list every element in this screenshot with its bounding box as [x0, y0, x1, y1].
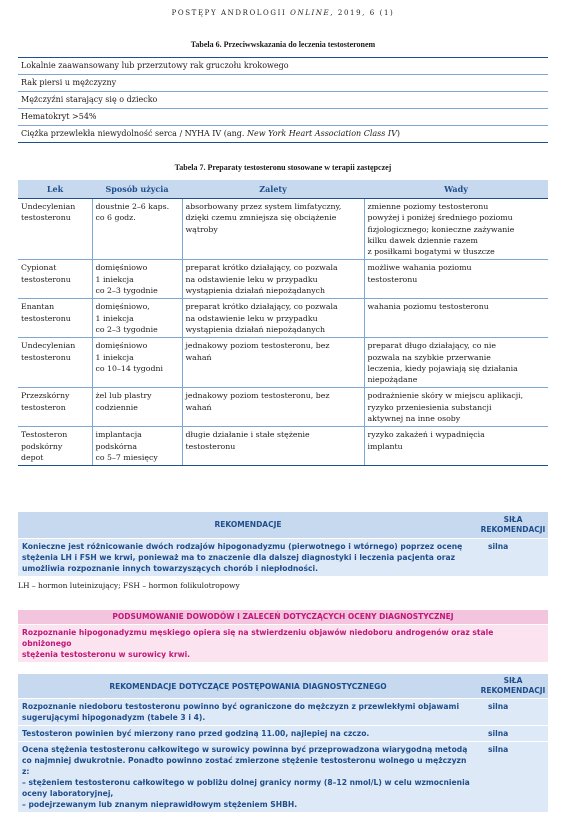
cell-line: codziennie — [95, 402, 138, 412]
cell-line: długie działanie i stałe stężenie — [185, 430, 310, 440]
table-cell-lek — [18, 199, 92, 260]
cell-line: co 5–7 miesięcy — [95, 452, 158, 462]
table-cell-wady — [364, 299, 548, 338]
table6-row — [18, 126, 548, 143]
recommendation-line: Konieczne jest różnicowanie dwóch rodzajów hipogonadyzmu (pierwotnego i wtórnego) poprzez ocenę — [22, 542, 463, 551]
cell-line: wahań — [185, 352, 212, 362]
recommendations-header — [18, 512, 548, 538]
journal-name: POSTĘPY ANDROLOGII — [171, 9, 291, 17]
summary-header: PODSUMOWANIE DOWODÓW I ZALECEŃ DOTYCZĄCYCH OCENY DIAGNOSTYCZNEJ — [18, 610, 548, 624]
cell-line: testosteronu — [21, 313, 71, 323]
summary-line: stężenia testosteronu w surowicy krwi. — [22, 650, 191, 659]
recommendation-strength: silna — [488, 729, 509, 738]
recommendation-text — [22, 744, 474, 810]
strength-header-line: SIŁA — [503, 515, 523, 524]
table7-header-row — [18, 180, 548, 199]
cell-line: preparat długo działający, co nie — [367, 341, 497, 351]
table-cell-lek — [18, 260, 92, 299]
cell-line: na odstawienie leku w przypadku — [185, 313, 318, 323]
table6-row-end: ) — [396, 129, 400, 138]
table-cell-wady — [364, 199, 548, 260]
cell-line: jednakowy poziom testosteronu, bez — [185, 391, 330, 401]
table6 — [18, 57, 548, 143]
cell-line: na odstawienie leku w przypadku — [185, 274, 318, 284]
running-header — [0, 9, 566, 17]
table6-row-italic: New York Heart Association Class IV — [247, 129, 397, 138]
table-row — [18, 388, 548, 427]
cell-line: Cypionat — [21, 263, 57, 273]
table-cell-sposob — [92, 338, 182, 388]
cell-line: domięśniowo — [95, 263, 148, 273]
cell-line: testosteron — [21, 402, 66, 412]
strength-header-line: REKOMENDACJI — [480, 686, 546, 695]
cell-line: podskórna — [95, 441, 137, 451]
col-header-wady: Wady — [364, 180, 548, 199]
recommendation-line: – podejrzewanym lub znanym nieprawidłowym stężeniem SHBH. — [22, 800, 298, 809]
recommendation-line: sugerującymi hipogonadyzm (tabele 3 i 4). — [22, 713, 206, 722]
cell-line: jednakowy poziom testosteronu, bez — [185, 341, 330, 351]
cell-line: 1 iniekcja — [95, 313, 134, 323]
recommendations-title: REKOMENDACJE — [214, 520, 282, 529]
summary-body — [18, 624, 548, 662]
cell-line: żel lub plastry — [95, 391, 152, 401]
cell-line: testosteronu — [21, 274, 71, 284]
recommendation-text — [22, 701, 474, 723]
cell-line: preparat krótko działający, co pozwala — [185, 302, 338, 312]
table-row — [18, 338, 548, 388]
table6-row: Hematokryt >54% — [18, 109, 548, 126]
table-row — [18, 427, 548, 466]
cell-line: co 6 godz. — [95, 213, 136, 223]
cell-line: powyżej i poniżej średniego poziomu — [367, 213, 513, 223]
cell-line: kilku dawek dziennie razem — [367, 235, 478, 245]
recommendation-line: Testosteron powinien być mierzony rano przed godziną 11.00, najlepiej na czczo. — [22, 729, 370, 738]
summary-line: Rozpoznanie hipogonadyzmu męskiego opiera się na stwierdzeniu objawów niedoboru androgenów oraz stale obniżonego — [22, 628, 494, 648]
recommendation-line: co najmniej dwukrotnie. Ponadto powinno zostać zmierzone stężenie testosteronu wolnego u mężczyzn z: — [22, 756, 467, 776]
cell-line: wahania poziomu testosteronu — [367, 302, 489, 312]
cell-line: absorbowany przez system limfatyczny, — [185, 202, 342, 211]
cell-line: domięśniowo, — [95, 302, 150, 312]
table-cell-sposob — [92, 388, 182, 427]
col-header-zalety: Zalety — [182, 180, 364, 199]
table-row — [18, 199, 548, 260]
table6-row-text: Ciężka przewlekła niewydolność serca / NYHA IV (ang. — [21, 129, 247, 138]
recommendations-box — [18, 512, 548, 576]
strength-header — [478, 515, 548, 535]
cell-line: wystąpienia działań niepożądanych — [185, 324, 326, 334]
recommendation-strength: silna — [488, 745, 509, 754]
cell-line: podskórny — [21, 441, 63, 451]
recommendation-strength: silna — [488, 702, 509, 711]
cell-line: możliwe wahania poziomu — [367, 263, 472, 273]
col-header-lek: Lek — [18, 180, 92, 199]
cell-line: co 10–14 tygodni — [95, 363, 163, 373]
table6-row: Rak piersi u mężczyzny — [18, 75, 548, 92]
cell-line: ryzyko przeniesienia substancji — [367, 402, 492, 412]
cell-line: pozwala na szybkie przerwanie — [367, 352, 491, 362]
cell-line: testosteronu — [21, 213, 71, 223]
recommendation-row — [18, 725, 548, 741]
cell-line: depot — [21, 452, 44, 462]
cell-line: implantacja — [95, 430, 142, 440]
table-cell-zalety — [182, 299, 364, 338]
cell-line: domięśniowo — [95, 341, 148, 351]
cell-line: niepożądane — [367, 375, 418, 385]
table-cell-sposob — [92, 199, 182, 260]
col-header-sposob: Sposób użycia — [92, 180, 182, 199]
cell-line: z posiłkami bogatymi w tłuszcze — [367, 247, 495, 257]
table-cell-wady — [364, 260, 548, 299]
table-cell-lek — [18, 338, 92, 388]
cell-line: implantu — [367, 441, 403, 451]
diagnostic-recommendations-box — [18, 674, 548, 812]
cell-line: fizjologicznego; konieczne zażywanie — [367, 224, 515, 234]
cell-line: preparat krótko działający, co pozwala — [185, 263, 338, 273]
cell-line: testosteronu — [367, 274, 418, 284]
cell-line: zmienne poziomy testosteronu — [367, 202, 489, 211]
recommendation-line: – stężeniem testosteronu całkowitego w pobliżu dolnej granicy normy (8–12 nmol/L) w celu wzmocnienia — [22, 778, 470, 787]
table6-row: Mężczyźni starający się o dziecko — [18, 92, 548, 109]
table-cell-sposob — [92, 299, 182, 338]
cell-line: testosteronu — [185, 441, 236, 451]
recommendation-row — [18, 741, 548, 812]
cell-line: dzięki czemu zmniejsza się obciążenie — [185, 213, 337, 223]
cell-line: co 2–3 tygodnie — [95, 286, 158, 296]
strength-header — [478, 676, 548, 696]
table-cell-wady — [364, 388, 548, 427]
diagnostic-recommendations-header — [18, 674, 548, 698]
table-cell-wady — [364, 427, 548, 466]
recommendation-row — [18, 538, 548, 576]
cell-line: aktywnej na inne osoby — [367, 414, 461, 424]
recommendation-line: oceny laboratoryjnej, — [22, 789, 114, 798]
recommendation-line: umożliwia rozpoznanie innych towarzyszących chorób i niepłodności. — [22, 564, 319, 573]
table7-title: Tabela 7. Preparaty testosteronu stosowane w terapii zastępczej — [174, 163, 392, 172]
cell-line: podrażnienie skóry w miejscu aplikacji, — [367, 391, 524, 401]
table7 — [18, 180, 548, 466]
table-row — [18, 260, 548, 299]
strength-header-line: SIŁA — [503, 676, 523, 685]
table-cell-lek — [18, 299, 92, 338]
cell-line: Enantan — [21, 302, 55, 312]
cell-line: testosteronu — [21, 352, 71, 362]
journal-online: ONLINE — [290, 9, 331, 17]
table-cell-zalety — [182, 260, 364, 299]
table-cell-zalety — [182, 338, 364, 388]
cell-line: 1 iniekcja — [95, 274, 134, 284]
table-cell-wady — [364, 338, 548, 388]
table-cell-zalety — [182, 199, 364, 260]
cell-line: leczenia, kiedy pojawiają się działania — [367, 363, 518, 373]
table-cell-sposob — [92, 260, 182, 299]
cell-line: wystąpienia działań niepożądanych — [185, 286, 326, 296]
cell-line: 1 iniekcja — [95, 352, 134, 362]
cell-line: Testosteron — [21, 430, 68, 440]
cell-line: wahań — [185, 402, 212, 412]
cell-line: Undecylenian — [21, 202, 76, 211]
cell-line: wątroby — [185, 224, 218, 234]
table6-row: Lokalnie zaawansowany lub przerzutowy rak gruczołu krokowego — [18, 58, 548, 75]
summary-box — [18, 610, 548, 662]
recommendation-strength: silna — [488, 542, 509, 551]
recommendation-text — [22, 541, 474, 574]
journal-issue: , 2019, 6 (1) — [330, 9, 395, 17]
cell-line: ryzyko zakażeń i wypadnięcia — [367, 430, 485, 440]
recommendation-text — [22, 728, 474, 739]
strength-header-line: REKOMENDACJI — [480, 525, 546, 534]
table-cell-sposob — [92, 427, 182, 466]
cell-line: Przezskórny — [21, 391, 70, 401]
cell-line: co 2–3 tygodnie — [95, 324, 158, 334]
table-cell-zalety — [182, 427, 364, 466]
recommendation-line: Rozpoznanie niedoboru testosteronu powinno być ograniczone do mężczyzn z przewlekłymi objawami — [22, 702, 460, 711]
cell-line: doustnie 2–6 kaps. — [95, 202, 170, 211]
cell-line: Undecylenian — [21, 341, 76, 351]
table-cell-lek — [18, 427, 92, 466]
table-row — [18, 299, 548, 338]
recommendation-row — [18, 698, 548, 725]
recommendation-line: stężenia LH i FSH we krwi, ponieważ ma to znaczenie dla dalszej diagnostyki i leczenia pacjenta oraz — [22, 553, 456, 562]
table-cell-zalety — [182, 388, 364, 427]
diagnostic-recommendations-title: REKOMENDACJE DOTYCZĄCE POSTĘPOWANIA DIAGNOSTYCZNEGO — [109, 682, 387, 691]
footnote: LH – hormon luteinizujący; FSH – hormon folikulotropowy — [18, 581, 240, 590]
table6-title: Tabela 6. Przeciwwskazania do leczenia testosteronem — [190, 40, 376, 49]
recommendation-line: Ocena stężenia testosteronu całkowitego w surowicy powinna być przeprowadzona wiarygodną metodą — [22, 745, 468, 754]
table-cell-lek — [18, 388, 92, 427]
